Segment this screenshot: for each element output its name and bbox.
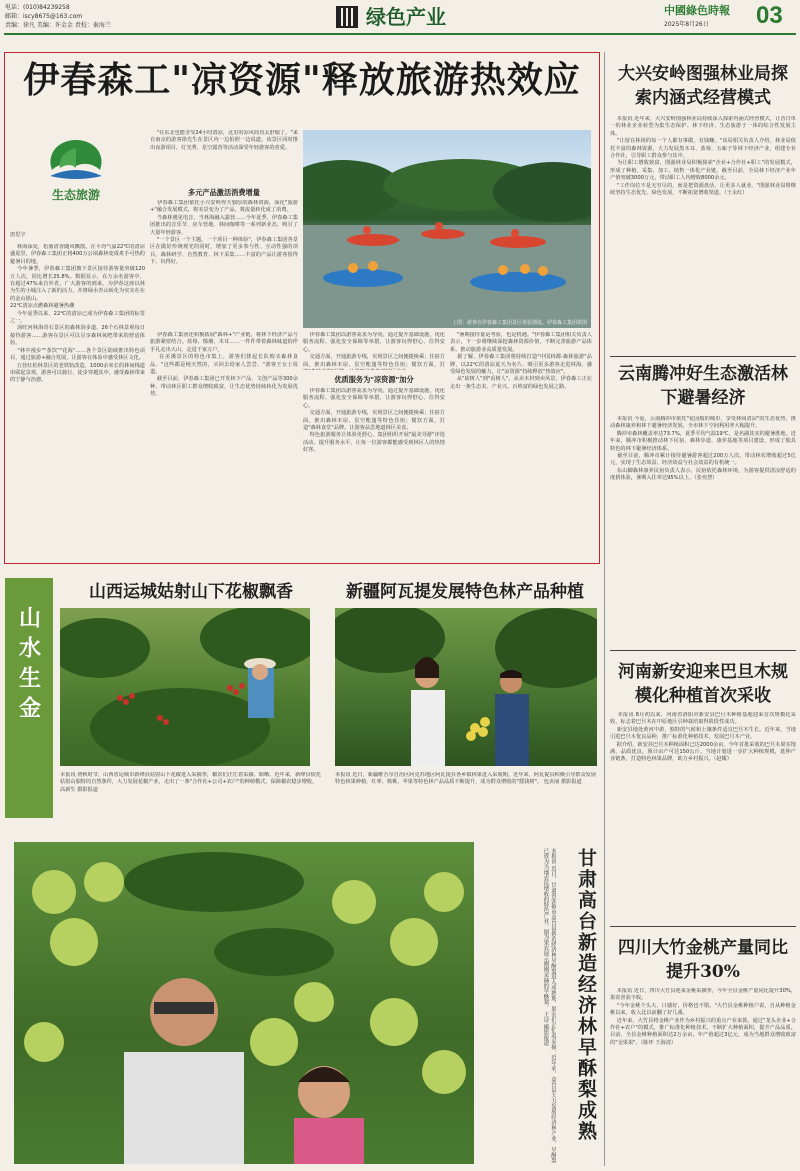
lead-col2: 伊春森工集团依托小兴安岭得天独厚的森林资源，深化"旅游+"融合发展模式，将美景变为了产品，将流量转化成了消费。 当森林遇见电音、当林海融入露营……今年夏季，伊春森工集团推出的音乐节、房车营地、林间咖啡等一系列新业态，吸引了大量年轻游客。 "一个景区一个主题，一个项目一种体验"，伊春森工集团各景区在做好传统观光的同时，增加了更多参与性、互动性强的项目。森林研学、自然教育、林下采集……丰富的产品让游客留得下、玩得好。 [150,200,298,266]
xinjiang-caption: 本报讯 近日，新疆维吾尔自治区阿克苏地区阿瓦提县各乡镇林果进入采收期。近年来，阿瓦提县积极引导群众发展特色林果种植，红枣、核桃、苹果等特色林产品品质不断提升，成为群众增收的"摇钱树"。 包贞丽 摄影报道 [335,772,597,786]
lead-col5: "暑期接待量是考验，也是机遇。"伊春森工集团相关负责人表示，下一步将继续深挖森林资源价值，不断完善旅游产品体系，推动旅游业高质量发展。 据了解，伊春森工集团将持续打造"中国林都·森林旅游"品牌，以22℃的清凉夏天为名片，吸引更多游客走进林海，感受绿色发展的魅力，让"凉资源"持续释放"热效应"。 从"砍树人"到"看树人"，从卖木材到卖风景，伊春森工正在走出一条生态美、产业兴、百姓富的绿色发展之路。 [450,332,592,390]
lead-col1: 林海深处，松脂清香随风飘散。在平均气温22℃的清凉盛夏里，伊春森工集团正将400万公顷森林变成炙手可热的避暑目的地。 今年暑季，伊春森工集团旗下景区接待游客量突破120万人次，同比增长25.8%。数据显示，在万余名游客中，有超过47%来自外省。广大游客的到来，为伊春这座以林为生的小城注入了新的活力，并将绿水青山转化为实实在在的金山银山。 22℃清凉点燃森林避暑热潮 今年夏季以来，22℃的清凉已成为伊春森工集团的标签之一。 汤旺河林海奇石景区的森林浴步道、26个石林景观每日接待游客……游客在景区可以尽享森林氧吧带来的舒适体验。 "林中漫步""茶饮""花海"……各个景区陆续推出特色项目，通过旅游+融合发展，让游客在体验中感受林区文化。 五营红松林景区的老铁轨改造，1000余米长的林间栈道串联起景观，游客可以骑行、徒步穿越其中，感受森林带来的宁静与治愈。 [10,244,145,384]
shanxi-headline: 山西运城姑射山下花椒飘香 [89,582,293,602]
tree-icon [36,136,116,186]
lead-byline: 唐思宇 [10,232,26,238]
lead-subhead-service: 优质服务为"凉资源"加分 [334,375,414,384]
side-label-text: 山水生金 [15,606,42,726]
gansu-caption: 本报讯 近日，甘肃省张掖市高台县新造经济林早酥梨进入成熟期，果农们正忙着采摘。近年来，高台县大力发展经济林产业，早酥梨已成为当地农民增收的特色产业。图为果农展示刚刚采摘的早酥梨。 王诗 摄影报道 [542,848,556,1163]
right-column-rule [604,52,605,1166]
a2-divider [610,650,796,651]
rafting-photo [303,130,591,328]
lead-col4-top: 伊春森工集团以游客需求为导向，通过提升基础设施、优化服务流程、强化安全保障等举措，让游客玩得舒心、住得安心。 交通方面，开通旅游专线，实现景区之间便捷换乘；住宿方面，推出森林木屋、星空帐篷等特色住宿；餐饮方面，打 [303,332,445,368]
header-editors: 责编：徐凡 美编：许金金 责校：秦海兰 [5,22,111,29]
a2-title: 云南腾冲好生态激活林下避暑经济 [618,364,788,408]
lead-col2-top: "在东北也能享受24小时清凉，这里的凉风简直太舒服了。"来自南京的游客徐先生在景区内一边拍照一边说道。该景区同时推出夜游项目，灯光秀、星空露营等活动深受年轻游客的喜爱。 [150,130,298,151]
gansu-photo [14,842,474,1164]
lead-headline: 伊春森工"凉资源"释放旅游热效应 [23,59,581,101]
qr-code-icon [336,6,358,28]
xinjiang-photo [335,608,597,766]
lead-col4: 伊春森工集团以游客需求为导向，通过提升基础设施、优化服务流程、强化安全保障等举措，让游客玩得舒心、住得安心。 交通方面，开通旅游专线，实现景区之间便捷换乘；住宿方面，推出森林木屋、星空帐篷等特色住宿；餐饮方面，打造"森林食堂"品牌，让游客品尝地道林区美食。 特色旅游服务让体验更舒心。集团组织开展"最美导游"评选活动，提升服务水平，让每一位游客都能感受到林区人的热情好客。 [303,388,445,454]
a4-title: 四川大竹金桃产量同比提升30% [618,938,788,982]
a3-body: 本报讯 8月初以来，河南省洛阳市新安县巴旦木种植基地迎来首次规模化采收，标志着巴旦木在中原地区引种栽培取得阶段性成功。 新安县地处黄河中游，独特的气候和土壤条件适宜巴旦木生长。近年来，当地引进巴旦木优良品种，推广标准化种植技术，发展巴旦木产业。 据介绍，新安县巴旦木种植面积已达2000余亩，今年首批采收的巴旦木果实饱满、品质优良，预计亩产可达150公斤。当地计划进一步扩大种植规模，延伸产业链条，打造特色林果品牌，助力乡村振兴。（赵耀） [610,712,796,763]
shanxi-photo [60,608,310,766]
page-number: 03 [756,2,783,29]
a4-body: 本报讯 近日，四川大竹县迎来金桃采摘季，今年全县金桃产量同比提升30%，果农喜获丰收。 "今年金桃个头大、口感好，价格也不错。"大竹县金桃种植户说，自从种植金桃以来，收入比以前翻了好几番。 近年来，大竹县将金桃产业作为乡村振兴的重点产业来抓，通过"龙头企业+合作社+农户"的模式，推广标准化种植技术，不断扩大种植面积，提升产品品质。目前，全县金桃种植面积达2万余亩，年产值超过3亿元，成为当地群众增收致富的"金果果"。（陈坪 王海清） [610,988,796,1046]
lead-col3: 伊春森工集团还积极拓展"森林+"产业链，将林下经济产品与旅游紧密结合。蓝莓、榛蘑、木耳……一件件带着森林味道的伴手礼走出大山，走进千家万户。 在美溪景区的特色市集上，游客们排起长队购买森林食品。"这些都是纯天然的，买回去给家人尝尝。"游客王女士说道。 截至目前，伊春森工集团已开发林下产品、文创产品等300余种，带动林区职工群众增收致富，让生态优势持续转化为发展优势。 [150,332,298,398]
eco-tourism-label: 生态旅游 [51,188,100,202]
section-title: 绿色产业 [366,5,446,29]
xinjiang-headline: 新疆阿瓦提发展特色林产品种植 [346,582,584,602]
header-rule [4,33,796,35]
a3-title: 河南新安迎来巴旦木规模化种植首次采收 [618,662,788,706]
lead-subhead-products: 多元产品激活消费增量 [188,188,260,197]
a1-title: 大兴安岭图强林业局探索内涵式经营模式 [618,64,788,108]
header-phone: 电话：(010)84239258 [5,4,70,11]
a1-divider [610,356,796,357]
eco-tourism-logo [36,136,116,208]
gansu-headline: 甘肃高台新造经济林早酥梨成熟 [575,848,597,1142]
paper-name: 中國綠色時報 [664,4,730,17]
shanxi-caption: 本报讯 初秋时节，山西省运城市新绛县姑射山下花椒进入采摘季，椒农们正忙着采摘、晾晒。近年来，新绛县依托姑射山独特的自然条件，大力发展花椒产业，走出了一条"合作社+公司+农户"的种植模式，保障椒农稳步增收。 高新生 摄影报道 [60,772,322,793]
side-label-box [5,578,53,818]
header-date: 2025年8月26日 [664,21,709,28]
a3-divider [610,926,796,927]
header-email: 邮箱：iscy8675@163.com [5,13,83,20]
rafting-photo-caption: 上图：游客在伊春森工集团景区体验漂流。伊春森工集团供图 [451,320,587,326]
a1-body: 本报讯 近年来，大兴安岭图强林业局持续深入探索内涵式经营模式，让昔日单一的林业企业转型为集生态保护、林下经济、生态旅游于一体的综合性发展主体。 "让留在林场的每一个人都有事做，有钱赚。"该局相关负责人介绍，林业局依托丰富的森林资源，大力发展黑木耳、蓝莓、五味子等林下经济产业，组建专业合作社，引导职工群众参与其中。 为让职工增收致富，图强林业局积极探索"企业+合作社+职工"的发展模式，形成了种植、采集、加工、销售一体化产业链。截至目前，全局林下经济产业年产值突破3000万元，带动职工人均增收8000余元。 "工作岗位不是无穷尽的，而是把资源盘活，让更多人就业。"图强林业局将继续坚持生态优先、绿色发展，不断拓宽增收渠道。（王永红） [610,116,796,197]
a2-body: 本报讯 今夏，云南腾冲市依托"花园般的城市，享受林间清凉"的生态优势，推动森林康养和林下避暑经济发展，全市林下空间利用率大幅提升。 腾冲市森林覆盖率达73.7%，夏季平均气温19℃，是名副其实的避暑胜地。近年来，腾冲市积极推动林下民宿、森林步道、康养基地等项目建设，形成了独具特色的林下避暑经济体系。 截至目前，腾冲市累计接待避暑游客超过200万人次，带动林农增收超过5亿元，实现了生态效益、经济效益与社会效益的有机统一。 东山脚森林康养民宿负责人表示，民宿依托森林环境，为游客提供清凉舒适的度假体验，暑期入住率达95%以上。（张奕慧） [610,416,796,482]
